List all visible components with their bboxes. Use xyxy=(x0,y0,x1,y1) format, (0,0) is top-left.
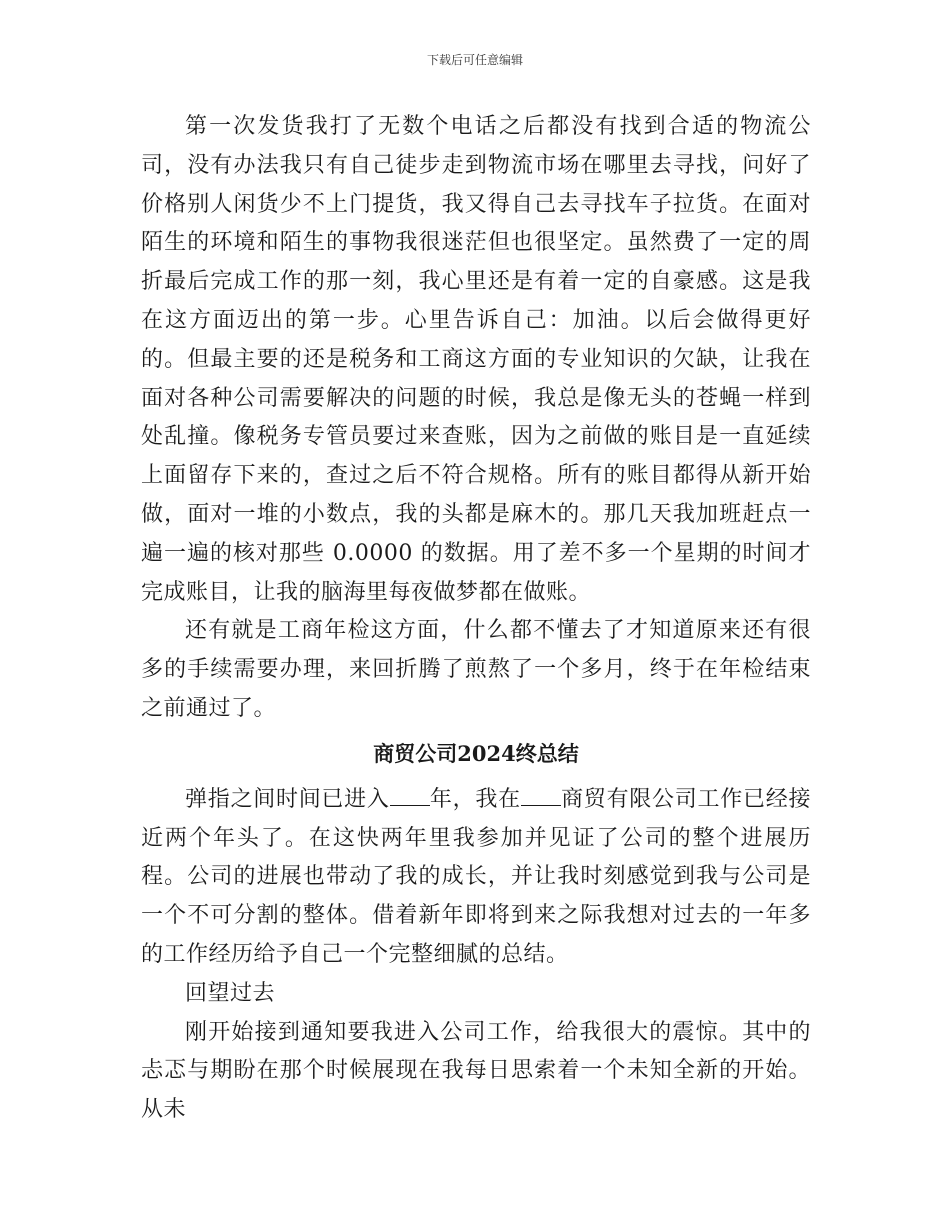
paragraph-shipping: 第一次发货我打了无数个电话之后都没有找到合适的物流公司，没有办法我只有自己徒步走到物流市场在哪里去寻找，问好了价格别人闲货少不上门提货，我又得自己去寻找车子拉货。在面对陌生的环境和陌生的事物我很迷茫但也很坚定。虽然费了一定的周折最后完成工作的那一刻，我心里还是有着一定的自豪感。这是我在这方面迈出的第一步。心里告诉自己：加油。以后会做得更好的。但最主要的还是税务和工商这方面的专业知识的欠缺，让我在面对各种公司需要解决的问题的时候，我总是像无头的苍蝇一样到处乱撞。像税务专管员要过来查账，因为之前做的账目是一直延续上面留存下来的，查过之后不符合规格。所有的账目都得从新开始做，面对一堆的小数点，我的头都是麻木的。那几天我加班赶点一遍一遍的核对那些 0.0000 的数据。用了差不多一个星期的时间才完成账目，让我的脑海里每夜做梦都在做账。 xyxy=(141,114,811,605)
paragraph-annual-inspection: 还有就是工商年检这方面，什么都不懂去了才知道原来还有很多的手续需要办理，来回折腾了煎熬了一个多月，终于在年检结束之前通过了。 xyxy=(141,618,811,721)
document-body xyxy=(141,108,811,1130)
paragraph-intro xyxy=(141,781,811,975)
intro-text-3: 商贸有限公司工作已经接近两个年头了。在这快两年里我参加并见证了公司的整个进展历程。公司的进展也带动了我的成长，并让我时刻感觉到我与公司是一个不可分割的整体。借着新年即将到来之际我想对过去的一年多的工作经历给予自己一个完整细腻的总结。 xyxy=(141,786,811,967)
page-header: 下载后可任意编辑 xyxy=(426,53,523,67)
intro-text-1: 弹指之间时间已进入 xyxy=(185,786,390,812)
intro-text-2: 年，我在 xyxy=(429,786,521,812)
year-blank xyxy=(390,787,430,806)
company-blank xyxy=(521,787,561,806)
section-title: 商贸公司2024终总结 xyxy=(373,740,579,766)
subheading-looking-back: 回望过去 xyxy=(185,980,276,1006)
paragraph-start: 刚开始接到通知要我进入公司工作，给我很大的震惊。其中的忐忑与期盼在那个时候展现在我每日思索着一个未知全新的开始。从未 xyxy=(141,1019,811,1123)
